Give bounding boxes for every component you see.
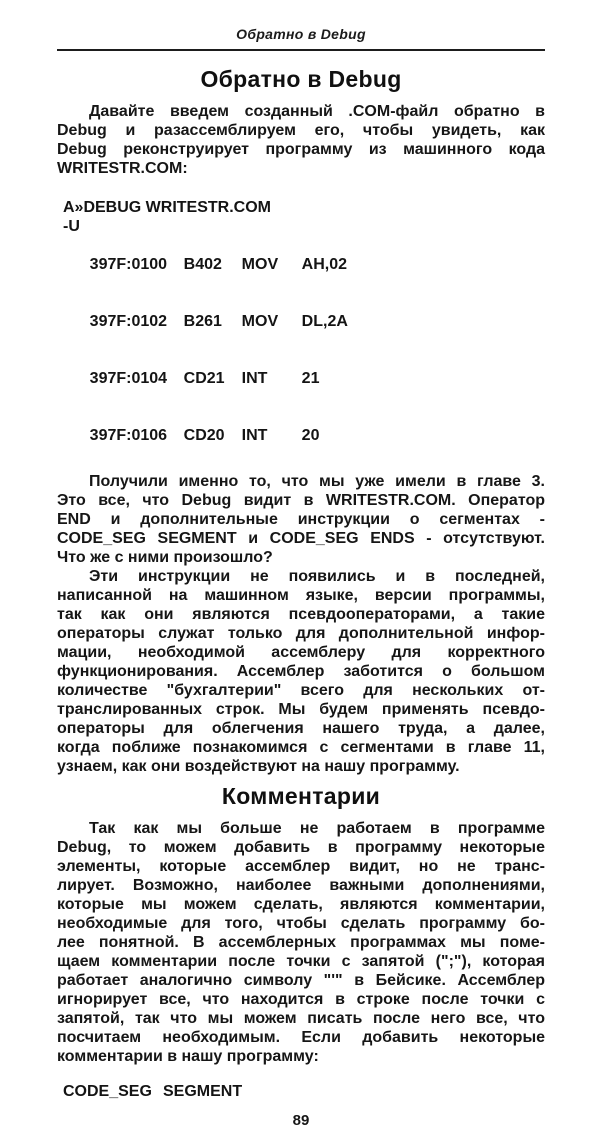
listing-mnemonic: INT: [241, 370, 268, 387]
listing-operands: 21: [301, 370, 320, 387]
code-segment-line: [57, 1083, 545, 1101]
debug-command-line: A»DEBUG WRITESTR.COM: [63, 199, 271, 216]
listing-address: 397F:0104: [89, 370, 168, 387]
page-number: 89: [292, 1112, 310, 1129]
listing-address: 397F:0106: [89, 427, 168, 444]
code-segment-label: CODE_SEG: [63, 1083, 152, 1100]
listing-row: [63, 407, 545, 464]
debug-unassemble-command: -U: [63, 218, 80, 235]
paragraph-intro: Давайте введем созданный .COM-файл обратно в Debug и разассемблируем его, чтобы увидеть, как Debug реконструирует программу из машинного кода WRITESTR.COM:: [57, 103, 545, 177]
listing-operands: DL,2A: [301, 313, 348, 330]
listing-mnemonic: MOV: [241, 256, 279, 273]
header-rule: [57, 49, 545, 51]
listing-operands: 20: [301, 427, 320, 444]
listing-address: 397F:0102: [89, 313, 168, 330]
listing-mnemonic: MOV: [241, 313, 279, 330]
listing-address: 397F:0100: [89, 256, 168, 273]
listing-row: [63, 236, 545, 293]
listing-row: [63, 293, 545, 350]
listing-row: [63, 350, 545, 407]
listing-bytes: CD20: [183, 427, 225, 444]
section-title-debug: Обратно в Debug: [200, 66, 402, 92]
listing-bytes: B402: [183, 256, 222, 273]
paragraph-pseudo-ops: Эти инструкции не появились и в последней, написанной на машинном языке, версии программы, так как они являются псевдооператорами, а такие операторы служат только для дополнительной инфор- мации, необходимой ассемблеру для корректного функционирования. Ассемблер заботится о большом количестве "бухгалтерии" всего для нескольких от- транслированных строк. Мы будем применять псевдо- операторы для облегчения нашего труда, а далее, когда поближе познакомимся с сегментами в главе 11, узнаем, как они воздействуют на нашу программу.: [57, 568, 545, 775]
running-head: Обратно в Debug: [236, 26, 366, 42]
listing-operands: AH,02: [301, 256, 348, 273]
listing-bytes: B261: [183, 313, 222, 330]
code-segment-value: SEGMENT: [163, 1083, 243, 1100]
listing-bytes: CD21: [183, 370, 225, 387]
paragraph-comments: Так как мы больше не работаем в программе Debug, то можем добавить в программу некоторые элементы, которые ассемблер видит, но не транс- лирует. Возможно, наиболее важными дополнениями, которые мы можем сделать, являются комментарии, необходимые для того, чтобы сделать программу бо- лее понятной. В ассемблерных программах мы поме- щаем комментарии после точки с запятой (";"), которая работает аналогично символу "'" в Бейсике. Ассемблер игнорирует все, что находится в строке после точки с запятой, так что мы можем писать после него все, что посчитаем необходимым. Если добавить некоторые комментарии в нашу программу:: [57, 820, 545, 1065]
section-title-comments: Комментарии: [221, 783, 381, 809]
listing-mnemonic: INT: [241, 427, 268, 444]
debug-listing: [57, 198, 545, 464]
paragraph-result: Получили именно то, что мы уже имели в главе 3. Это все, что Debug видит в WRITESTR.COM. Оператор END и дополнительные инструкции о сегментах - CODE_SEG SEGMENT и CODE_SEG ENDS - отсутствуют. Что же с ними произошло?: [57, 473, 545, 566]
